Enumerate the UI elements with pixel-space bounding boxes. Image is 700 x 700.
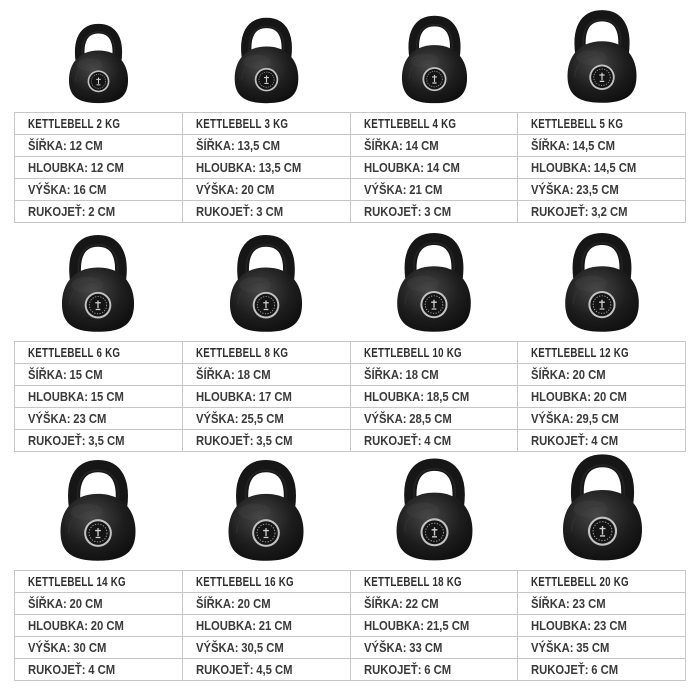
spec-label: VÝŠKA: xyxy=(531,640,574,655)
product-title-cell xyxy=(182,342,350,364)
spec-value: 14 CM xyxy=(404,138,439,153)
spec-line xyxy=(28,368,103,382)
spec-label: HLOUBKA: xyxy=(363,389,424,404)
spec-line xyxy=(196,619,292,633)
spec-line xyxy=(196,412,284,426)
spec-line xyxy=(364,434,451,448)
spec-label: VÝŠKA: xyxy=(195,411,239,426)
spec-cell-depth xyxy=(182,157,350,179)
spec-value: 29,5 CM xyxy=(576,411,619,426)
spec-value: 25,5 CM xyxy=(240,411,284,426)
spec-value: 3,2 CM xyxy=(591,204,628,219)
spec-label: ŠÍŘKA: xyxy=(531,596,571,611)
spec-cell-width xyxy=(15,135,183,157)
spec-value: 17 CM xyxy=(258,389,292,404)
spec-line xyxy=(196,183,274,197)
kettlebell-image-row xyxy=(0,0,700,112)
spec-row-width xyxy=(15,593,686,615)
spec-label: RUKOJEŤ: xyxy=(363,433,422,448)
kettlebell-icon xyxy=(557,8,647,106)
spec-line xyxy=(531,412,619,426)
spec-value: 30,5 CM xyxy=(240,640,284,655)
kettlebell-image xyxy=(182,16,350,106)
spec-label: ŠÍŘKA: xyxy=(195,138,235,153)
kettlebell-icon xyxy=(385,456,484,564)
spec-line xyxy=(364,205,451,219)
spec-value: 4 CM xyxy=(423,433,451,448)
spec-cell-handle xyxy=(518,659,686,681)
spec-value: 21 CM xyxy=(258,618,292,633)
spec-label: ŠÍŘKA: xyxy=(363,367,403,382)
kettlebell-icon xyxy=(225,16,308,106)
spec-value: 3 CM xyxy=(423,204,451,219)
spec-label: ŠÍŘKA: xyxy=(531,367,571,382)
product-title: KETTLEBELL 16 KG xyxy=(195,574,294,589)
spec-value: 35 CM xyxy=(576,640,610,655)
spec-value: 14 CM xyxy=(426,160,460,175)
spec-value: 16 CM xyxy=(73,182,107,197)
spec-value: 4,5 CM xyxy=(255,662,293,677)
spec-cell-handle xyxy=(182,201,350,223)
spec-value: 3,5 CM xyxy=(88,433,125,448)
spec-line xyxy=(531,390,627,404)
brand-badge-icon xyxy=(420,291,447,318)
spec-line xyxy=(28,161,124,175)
spec-cell-height xyxy=(15,637,183,659)
spec-label: RUKOJEŤ: xyxy=(195,433,254,448)
spec-row-width xyxy=(15,364,686,386)
spec-cell-handle xyxy=(350,201,518,223)
spec-label: HLOUBKA: xyxy=(28,618,89,633)
spec-value: 12 CM xyxy=(90,160,124,175)
spec-line xyxy=(28,412,106,426)
product-title: KETTLEBELL 6 KG xyxy=(28,345,121,360)
spec-line xyxy=(196,161,301,175)
spec-cell-depth xyxy=(518,615,686,637)
spec-label: ŠÍŘKA: xyxy=(195,367,235,382)
spec-line xyxy=(364,368,439,382)
kettlebell-image xyxy=(14,458,182,564)
spec-cell-width xyxy=(15,364,183,386)
spec-value: 23 CM xyxy=(593,618,628,633)
spec-cell-height xyxy=(182,408,350,430)
spec-line xyxy=(364,139,439,153)
product-title: KETTLEBELL 3 KG xyxy=(195,116,288,131)
spec-label: HLOUBKA: xyxy=(195,160,256,175)
spec-cell-depth xyxy=(15,157,183,179)
spec-line xyxy=(196,434,292,448)
spec-cell-handle xyxy=(350,659,518,681)
spec-line xyxy=(196,139,280,153)
spec-label: HLOUBKA: xyxy=(531,160,592,175)
spec-cell-width xyxy=(518,593,686,615)
spec-value: 23 CM xyxy=(73,411,107,426)
spec-value: 4 CM xyxy=(88,662,116,677)
spec-cell-depth xyxy=(518,386,686,408)
kettlebell-icon xyxy=(49,458,147,564)
spec-cell-handle xyxy=(15,201,183,223)
spec-cell-handle xyxy=(182,430,350,452)
spec-cell-height xyxy=(182,179,350,201)
spec-cell-height xyxy=(518,179,686,201)
spec-line xyxy=(364,663,451,677)
spec-line xyxy=(28,641,106,655)
spec-cell-handle xyxy=(350,430,518,452)
product-band-3 xyxy=(0,452,700,681)
spec-label: VÝŠKA: xyxy=(195,182,239,197)
spec-cell-depth xyxy=(15,615,183,637)
spec-line xyxy=(196,390,292,404)
spec-label: VÝŠKA: xyxy=(363,411,407,426)
spec-value: 13,5 CM xyxy=(258,160,301,175)
spec-line xyxy=(531,139,615,153)
brand-badge-icon xyxy=(252,519,280,547)
brand-badge-icon xyxy=(254,68,278,92)
spec-cell-width xyxy=(518,364,686,386)
product-band-2 xyxy=(0,223,700,452)
spec-value: 12 CM xyxy=(69,138,103,153)
spec-label: RUKOJEŤ: xyxy=(531,204,589,219)
brand-badge-icon xyxy=(587,517,616,546)
spec-cell-width xyxy=(182,135,350,157)
spec-cell-handle xyxy=(15,430,183,452)
product-title-cell xyxy=(350,571,518,593)
product-title-cell xyxy=(182,113,350,135)
kettlebell-icon xyxy=(554,231,650,335)
spec-value: 20 CM xyxy=(572,367,606,382)
title-row xyxy=(15,571,686,593)
spec-cell-handle xyxy=(518,201,686,223)
spec-label: HLOUBKA: xyxy=(363,618,424,633)
product-title: KETTLEBELL 5 KG xyxy=(531,116,624,131)
brand-badge-icon xyxy=(589,65,615,91)
kettlebell-icon xyxy=(386,231,482,335)
spec-value: 20 CM xyxy=(240,182,275,197)
product-title-cell xyxy=(15,571,183,593)
spec-value: 13,5 CM xyxy=(237,138,280,153)
spec-cell-width xyxy=(518,135,686,157)
spec-cell-height xyxy=(350,408,518,430)
spec-label: RUKOJEŤ: xyxy=(28,204,86,219)
spec-value: 33 CM xyxy=(408,640,442,655)
spec-label: HLOUBKA: xyxy=(28,389,89,404)
brand-badge-icon xyxy=(588,291,615,318)
spec-value: 18 CM xyxy=(237,367,271,382)
spec-line xyxy=(196,641,284,655)
spec-line xyxy=(531,183,619,197)
spec-label: RUKOJEŤ: xyxy=(531,433,589,448)
spec-cell-height xyxy=(182,637,350,659)
spec-line xyxy=(28,205,115,219)
spec-label: VÝŠKA: xyxy=(28,411,71,426)
kettlebell-image xyxy=(182,233,350,335)
spec-cell-depth xyxy=(15,386,183,408)
spec-line xyxy=(196,205,283,219)
spec-label: RUKOJEŤ: xyxy=(363,662,422,677)
spec-value: 6 CM xyxy=(423,662,451,677)
brand-badge-icon xyxy=(422,67,446,91)
spec-value: 23 CM xyxy=(572,596,606,611)
spec-label: RUKOJEŤ: xyxy=(363,204,422,219)
kettlebell-image-row xyxy=(0,223,700,341)
kettlebell-image xyxy=(14,233,182,335)
spec-label: HLOUBKA: xyxy=(195,618,256,633)
spec-cell-handle xyxy=(15,659,183,681)
product-title-cell xyxy=(15,113,183,135)
spec-cell-depth xyxy=(182,386,350,408)
spec-row-depth xyxy=(15,615,686,637)
spec-label: HLOUBKA: xyxy=(363,160,424,175)
spec-line xyxy=(196,663,292,677)
spec-table xyxy=(14,112,686,223)
spec-line xyxy=(364,412,452,426)
spec-label: ŠÍŘKA: xyxy=(195,596,235,611)
spec-label: ŠÍŘKA: xyxy=(28,596,67,611)
spec-label: ŠÍŘKA: xyxy=(28,138,67,153)
spec-line xyxy=(531,205,627,219)
product-title-cell xyxy=(518,571,686,593)
spec-value: 20 CM xyxy=(237,596,271,611)
spec-value: 28,5 CM xyxy=(408,411,452,426)
product-band-1 xyxy=(0,0,700,223)
spec-cell-height xyxy=(15,408,183,430)
spec-line xyxy=(364,641,442,655)
spec-row-height xyxy=(15,637,686,659)
kettlebell-image xyxy=(518,452,686,564)
kettlebell-icon xyxy=(392,14,477,106)
spec-cell-height xyxy=(15,179,183,201)
spec-value: 23,5 CM xyxy=(576,182,619,197)
spec-line xyxy=(28,390,124,404)
spec-value: 21,5 CM xyxy=(426,618,469,633)
product-title-cell xyxy=(15,342,183,364)
product-title-cell xyxy=(350,113,518,135)
spec-label: VÝŠKA: xyxy=(28,182,71,197)
spec-table xyxy=(14,570,686,681)
spec-row-height xyxy=(15,408,686,430)
product-title: KETTLEBELL 4 KG xyxy=(363,116,456,131)
kettlebell-image xyxy=(350,231,518,335)
spec-row-handle xyxy=(15,430,686,452)
spec-cell-handle xyxy=(518,430,686,452)
spec-label: HLOUBKA: xyxy=(531,389,592,404)
spec-row-handle xyxy=(15,659,686,681)
spec-cell-depth xyxy=(182,615,350,637)
spec-label: HLOUBKA: xyxy=(531,618,592,633)
spec-label: ŠÍŘKA: xyxy=(363,138,403,153)
brand-badge-icon xyxy=(420,518,448,546)
kettlebell-icon xyxy=(60,22,137,106)
spec-label: VÝŠKA: xyxy=(531,182,574,197)
kettlebell-icon xyxy=(551,452,654,564)
spec-label: VÝŠKA: xyxy=(28,640,71,655)
spec-value: 2 CM xyxy=(88,204,116,219)
spec-row-handle xyxy=(15,201,686,223)
spec-line xyxy=(531,597,606,611)
title-row xyxy=(15,342,686,364)
spec-value: 21 CM xyxy=(408,182,442,197)
spec-label: RUKOJEŤ: xyxy=(531,662,589,677)
product-title: KETTLEBELL 2 KG xyxy=(28,116,121,131)
spec-value: 20 CM xyxy=(90,618,124,633)
spec-cell-depth xyxy=(350,386,518,408)
spec-row-width xyxy=(15,135,686,157)
spec-label: VÝŠKA: xyxy=(531,411,574,426)
spec-value: 3,5 CM xyxy=(255,433,293,448)
spec-line xyxy=(364,390,469,404)
kettlebell-image xyxy=(14,22,182,106)
spec-line xyxy=(531,619,627,633)
product-title: KETTLEBELL 14 KG xyxy=(28,574,126,589)
kettlebell-icon xyxy=(219,233,313,335)
kettlebell-image xyxy=(350,456,518,564)
spec-line xyxy=(28,597,103,611)
product-title-cell xyxy=(518,113,686,135)
spec-cell-height xyxy=(518,637,686,659)
spec-value: 30 CM xyxy=(73,640,107,655)
kettlebell-image-row xyxy=(0,452,700,570)
spec-label: RUKOJEŤ: xyxy=(195,662,254,677)
spec-line xyxy=(364,619,469,633)
spec-label: RUKOJEŤ: xyxy=(28,433,86,448)
spec-row-depth xyxy=(15,157,686,179)
spec-line xyxy=(364,183,442,197)
spec-label: ŠÍŘKA: xyxy=(363,596,403,611)
spec-label: VÝŠKA: xyxy=(195,640,239,655)
spec-cell-depth xyxy=(350,157,518,179)
spec-line xyxy=(196,597,271,611)
kettlebell-image xyxy=(518,231,686,335)
spec-label: HLOUBKA: xyxy=(195,389,256,404)
spec-line xyxy=(28,619,124,633)
spec-table xyxy=(14,341,686,452)
spec-label: VÝŠKA: xyxy=(363,182,407,197)
product-title-cell xyxy=(518,342,686,364)
product-title: KETTLEBELL 20 KG xyxy=(531,574,630,589)
product-title-cell xyxy=(182,571,350,593)
spec-cell-height xyxy=(350,179,518,201)
spec-value: 6 CM xyxy=(591,662,619,677)
title-row xyxy=(15,113,686,135)
product-title: KETTLEBELL 12 KG xyxy=(531,345,630,360)
spec-line xyxy=(531,663,618,677)
kettlebell-image xyxy=(350,14,518,106)
kettlebell-image xyxy=(182,458,350,564)
spec-value: 3 CM xyxy=(255,204,283,219)
spec-cell-height xyxy=(350,637,518,659)
spec-cell-width xyxy=(182,364,350,386)
spec-cell-width xyxy=(15,593,183,615)
spec-cell-depth xyxy=(350,615,518,637)
spec-line xyxy=(28,139,103,153)
spec-line xyxy=(364,597,439,611)
kettlebell-image xyxy=(518,8,686,106)
spec-value: 14,5 CM xyxy=(572,138,616,153)
spec-line xyxy=(28,183,106,197)
spec-value: 15 CM xyxy=(90,389,124,404)
spec-cell-handle xyxy=(182,659,350,681)
spec-line xyxy=(28,434,124,448)
spec-value: 15 CM xyxy=(69,367,103,382)
spec-line xyxy=(364,161,460,175)
spec-value: 18,5 CM xyxy=(426,389,469,404)
spec-value: 18 CM xyxy=(404,367,439,382)
brand-badge-icon xyxy=(84,519,112,547)
spec-label: HLOUBKA: xyxy=(28,160,89,175)
spec-label: RUKOJEŤ: xyxy=(28,662,86,677)
spec-cell-width xyxy=(350,593,518,615)
spec-line xyxy=(28,663,115,677)
brand-badge-icon xyxy=(87,70,109,92)
spec-label: VÝŠKA: xyxy=(363,640,407,655)
spec-label: ŠÍŘKA: xyxy=(28,367,67,382)
brand-badge-icon xyxy=(253,292,280,319)
spec-line xyxy=(531,641,609,655)
spec-label: ŠÍŘKA: xyxy=(531,138,571,153)
spec-cell-width xyxy=(350,135,518,157)
spec-value: 14,5 CM xyxy=(593,160,637,175)
spec-label: RUKOJEŤ: xyxy=(195,204,254,219)
product-title: KETTLEBELL 8 KG xyxy=(195,345,288,360)
brand-badge-icon xyxy=(85,292,112,319)
spec-cell-width xyxy=(350,364,518,386)
spec-value: 4 CM xyxy=(591,433,619,448)
product-title: KETTLEBELL 18 KG xyxy=(363,574,462,589)
spec-value: 22 CM xyxy=(404,596,439,611)
spec-line xyxy=(196,368,271,382)
spec-cell-height xyxy=(518,408,686,430)
product-title: KETTLEBELL 10 KG xyxy=(363,345,462,360)
kettlebell-icon xyxy=(51,233,145,335)
spec-row-height xyxy=(15,179,686,201)
spec-line xyxy=(531,434,618,448)
spec-row-depth xyxy=(15,386,686,408)
spec-cell-width xyxy=(182,593,350,615)
product-title-cell xyxy=(350,342,518,364)
spec-value: 20 CM xyxy=(593,389,628,404)
spec-value: 20 CM xyxy=(69,596,103,611)
spec-line xyxy=(531,368,606,382)
kettlebell-icon xyxy=(217,458,315,564)
spec-line xyxy=(531,161,636,175)
spec-cell-depth xyxy=(518,157,686,179)
